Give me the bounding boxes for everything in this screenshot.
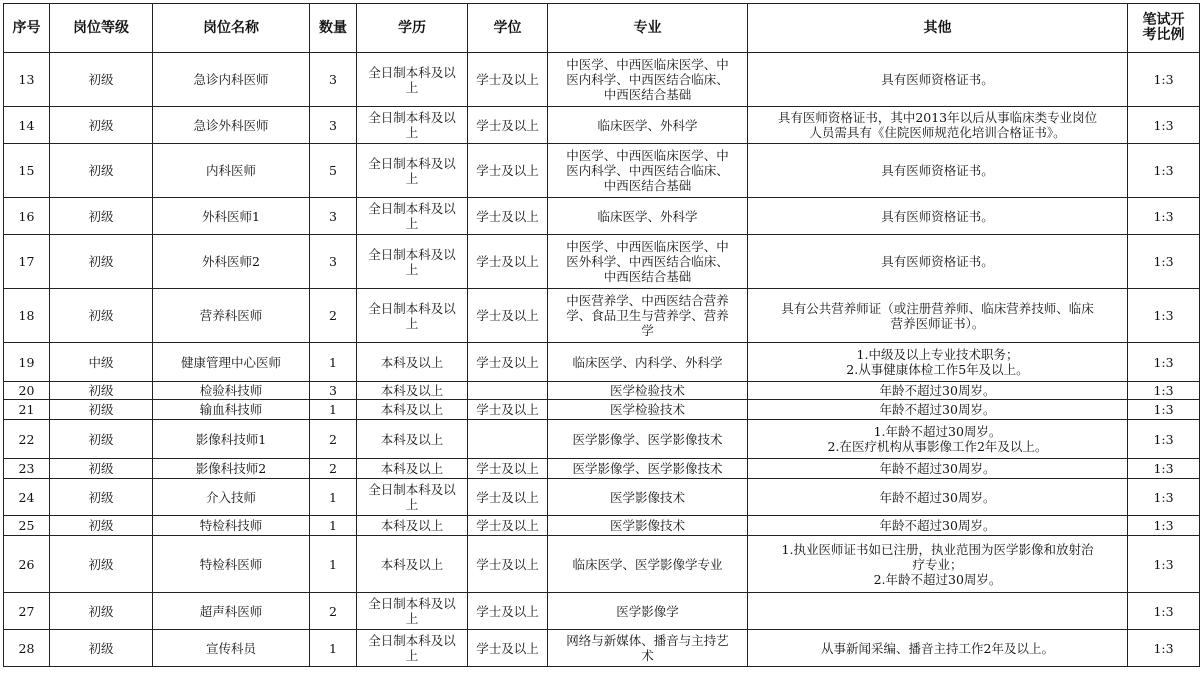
cell-education-line: 全日制本科及以 xyxy=(368,246,456,262)
cell-seq: 16 xyxy=(4,198,50,235)
cell-position-name: 特检科医师 xyxy=(153,536,310,593)
cell-grade: 初级 xyxy=(50,235,153,289)
cell-education-line: 全日制本科及以 xyxy=(368,482,456,497)
cell-other xyxy=(748,630,1128,667)
cell-other-line: 1.中级及以上专业技术职务； xyxy=(856,347,1019,362)
cell-degree: 学士及以上 xyxy=(468,536,548,593)
cell-degree: 学士及以上 xyxy=(468,400,548,420)
cell-seq: 13 xyxy=(4,53,50,107)
cell-degree xyxy=(468,420,548,459)
table-row xyxy=(4,400,1200,420)
cell-position-name: 影像科技师1 xyxy=(153,420,310,459)
cell-education-line: 全日制本科及以 xyxy=(368,110,456,125)
cell-count: 2 xyxy=(310,459,357,479)
cell-major xyxy=(548,536,748,593)
cell-ratio: 1:3 xyxy=(1128,53,1200,107)
cell-seq: 18 xyxy=(4,289,50,343)
cell-major-line: 学、食品卫生与营养学、营养 xyxy=(566,308,729,323)
cell-major-line: 医学检验技术 xyxy=(609,383,685,398)
cell-position-name: 宣传科员 xyxy=(153,630,310,667)
cell-count: 3 xyxy=(310,107,357,144)
table-row xyxy=(4,53,1200,107)
cell-ratio: 1:3 xyxy=(1128,516,1200,536)
cell-education-line: 上 xyxy=(405,648,419,663)
cell-other-line: 疗专业； xyxy=(912,556,963,572)
cell-other xyxy=(748,593,1128,630)
cell-other-line: 2.在医疗机构从事影像工作2年及以上。 xyxy=(827,439,1048,454)
cell-education-line: 上 xyxy=(405,315,419,331)
cell-education xyxy=(357,382,468,400)
cell-other xyxy=(748,536,1128,593)
header-count: 数量 xyxy=(310,4,357,53)
cell-position-name: 营养科医师 xyxy=(153,289,310,343)
cell-education-line: 本科及以上 xyxy=(380,518,444,533)
table-row xyxy=(4,630,1200,667)
cell-grade: 初级 xyxy=(50,382,153,400)
cell-other-line: 从事新闻采编、播音主持工作2年及以上。 xyxy=(821,640,1054,656)
cell-education-line: 全日制本科及以 xyxy=(368,596,456,611)
cell-major xyxy=(548,479,748,516)
cell-major-line: 临床医学、内科学、外科学 xyxy=(572,354,723,370)
table-row xyxy=(4,343,1200,382)
cell-seq: 21 xyxy=(4,400,50,420)
cell-major-line: 中医营养学、中西医结合营养 xyxy=(566,293,729,308)
table-row xyxy=(4,289,1200,343)
cell-other-line: 2.年龄不超过30周岁。 xyxy=(873,571,1002,587)
cell-grade: 初级 xyxy=(50,107,153,144)
cell-count: 1 xyxy=(310,536,357,593)
cell-ratio: 1:3 xyxy=(1128,536,1200,593)
table-row xyxy=(4,235,1200,289)
cell-count: 2 xyxy=(310,289,357,343)
cell-major xyxy=(548,420,748,459)
cell-ratio: 1:3 xyxy=(1128,420,1200,459)
cell-position-name: 急诊内科医师 xyxy=(153,53,310,107)
cell-major xyxy=(548,459,748,479)
cell-count: 1 xyxy=(310,630,357,667)
cell-major xyxy=(548,400,748,420)
cell-seq: 24 xyxy=(4,479,50,516)
cell-other-line: 具有医师资格证书。 xyxy=(881,208,994,224)
cell-major-line: 医学影像学、医学影像技术 xyxy=(572,461,723,476)
cell-other-line: 营养医师证书）。 xyxy=(890,315,985,331)
header-ratio-line2: 考比例 xyxy=(1142,27,1185,43)
cell-other xyxy=(748,400,1128,420)
cell-grade: 初级 xyxy=(50,479,153,516)
cell-degree: 学士及以上 xyxy=(468,479,548,516)
cell-education xyxy=(357,536,468,593)
cell-other-line: 年龄不超过30周岁。 xyxy=(879,518,996,533)
cell-major-line: 医学检验技术 xyxy=(609,402,685,417)
cell-major xyxy=(548,198,748,235)
cell-other xyxy=(748,289,1128,343)
cell-seq: 23 xyxy=(4,459,50,479)
cell-count: 1 xyxy=(310,400,357,420)
cell-position-name: 内科医师 xyxy=(153,144,310,198)
table-row xyxy=(4,516,1200,536)
cell-other xyxy=(748,479,1128,516)
cell-education-line: 本科及以上 xyxy=(380,461,444,476)
cell-seq: 19 xyxy=(4,343,50,382)
cell-ratio: 1:3 xyxy=(1128,400,1200,420)
cell-count: 3 xyxy=(310,382,357,400)
cell-education xyxy=(357,630,468,667)
cell-other-line: 2.从事健康体检工作5年及以上。 xyxy=(846,362,1029,377)
cell-education xyxy=(357,479,468,516)
cell-degree: 学士及以上 xyxy=(468,144,548,198)
cell-education-line: 上 xyxy=(405,79,419,95)
cell-count: 3 xyxy=(310,235,357,289)
table-row xyxy=(4,107,1200,144)
cell-degree: 学士及以上 xyxy=(468,198,548,235)
cell-education-line: 全日制本科及以 xyxy=(368,300,456,316)
cell-seq: 15 xyxy=(4,144,50,198)
cell-position-name: 外科医师1 xyxy=(153,198,310,235)
cell-ratio: 1:3 xyxy=(1128,593,1200,630)
cell-other xyxy=(748,382,1128,400)
header-row xyxy=(4,4,1200,53)
cell-other-line: 具有公共营养师证（或注册营养师、临床营养技师、临床 xyxy=(781,300,1094,316)
cell-count: 3 xyxy=(310,198,357,235)
cell-other-line: 年龄不超过30周岁。 xyxy=(879,489,996,505)
cell-education xyxy=(357,420,468,459)
cell-degree: 学士及以上 xyxy=(468,343,548,382)
cell-other-line: 年龄不超过30周岁。 xyxy=(879,402,996,417)
cell-major xyxy=(548,235,748,289)
header-grade: 岗位等级 xyxy=(50,4,153,53)
table-row xyxy=(4,144,1200,198)
cell-degree: 学士及以上 xyxy=(468,53,548,107)
cell-seq: 22 xyxy=(4,420,50,459)
cell-seq: 25 xyxy=(4,516,50,536)
cell-major-line: 中医学、中西医临床医学、中 xyxy=(566,57,729,72)
cell-grade: 中级 xyxy=(50,343,153,382)
cell-major-line: 术 xyxy=(641,648,654,663)
recruitment-table xyxy=(3,3,1200,667)
cell-education xyxy=(357,53,468,107)
cell-education xyxy=(357,400,468,420)
cell-ratio: 1:3 xyxy=(1128,107,1200,144)
cell-seq: 14 xyxy=(4,107,50,144)
cell-major xyxy=(548,593,748,630)
cell-major-line: 中西医结合基础 xyxy=(603,87,692,102)
cell-seq: 27 xyxy=(4,593,50,630)
cell-other xyxy=(748,107,1128,144)
cell-ratio: 1:3 xyxy=(1128,235,1200,289)
cell-education xyxy=(357,235,468,289)
cell-grade: 初级 xyxy=(50,144,153,198)
cell-major-line: 医外科学、中西医结合临床、 xyxy=(566,254,729,269)
cell-major xyxy=(548,107,748,144)
cell-other xyxy=(748,516,1128,536)
cell-position-name: 特检科技师 xyxy=(153,516,310,536)
header-other: 其他 xyxy=(748,4,1128,53)
cell-education xyxy=(357,593,468,630)
cell-degree: 学士及以上 xyxy=(468,459,548,479)
table-row xyxy=(4,198,1200,235)
cell-count: 2 xyxy=(310,593,357,630)
cell-degree: 学士及以上 xyxy=(468,630,548,667)
cell-other xyxy=(748,53,1128,107)
header-major: 专业 xyxy=(548,4,748,53)
cell-major-line: 医学影像技术 xyxy=(609,518,685,533)
cell-major xyxy=(548,382,748,400)
cell-count: 3 xyxy=(310,53,357,107)
cell-education xyxy=(357,289,468,343)
cell-other-line: 具有医师资格证书。 xyxy=(881,163,994,178)
table-row xyxy=(4,536,1200,593)
cell-major xyxy=(548,144,748,198)
cell-other xyxy=(748,459,1128,479)
cell-other-line: 具有医师资格证书。 xyxy=(881,72,994,87)
cell-major-line: 中医学、中西医临床医学、中 xyxy=(566,239,729,254)
cell-grade: 初级 xyxy=(50,400,153,420)
cell-degree: 学士及以上 xyxy=(468,107,548,144)
header-ratio xyxy=(1128,4,1200,53)
cell-seq: 20 xyxy=(4,382,50,400)
cell-education xyxy=(357,343,468,382)
header-education: 学历 xyxy=(357,4,468,53)
cell-education-line: 上 xyxy=(405,261,419,277)
cell-grade: 初级 xyxy=(50,593,153,630)
cell-ratio: 1:3 xyxy=(1128,630,1200,667)
cell-ratio: 1:3 xyxy=(1128,382,1200,400)
cell-other-line: 1.执业医师证书如已注册，执业范围为医学影像和放射治 xyxy=(781,541,1094,557)
cell-education-line: 全日制本科及以 xyxy=(368,155,456,171)
cell-grade: 初级 xyxy=(50,459,153,479)
cell-grade: 初级 xyxy=(50,516,153,536)
cell-education-line: 本科及以上 xyxy=(380,556,444,572)
cell-major xyxy=(548,289,748,343)
cell-seq: 26 xyxy=(4,536,50,593)
cell-major-line: 临床医学、外科学 xyxy=(597,117,698,133)
cell-major-line: 中医学、中西医临床医学、中 xyxy=(566,148,729,163)
cell-degree xyxy=(468,382,548,400)
cell-education-line: 上 xyxy=(405,125,419,140)
cell-count: 2 xyxy=(310,420,357,459)
cell-other-line: 具有医师资格证书，其中2013年以后从事临床类专业岗位 xyxy=(777,110,1098,125)
cell-position-name: 检验科技师 xyxy=(153,382,310,400)
cell-ratio: 1:3 xyxy=(1128,479,1200,516)
cell-major-line: 医学影像技术 xyxy=(609,489,685,505)
cell-grade: 初级 xyxy=(50,289,153,343)
cell-education-line: 上 xyxy=(405,170,419,186)
cell-major-line: 医内科学、中西医结合临床、 xyxy=(566,163,729,178)
cell-other-line: 年龄不超过30周岁。 xyxy=(879,461,996,476)
cell-other xyxy=(748,198,1128,235)
cell-education xyxy=(357,459,468,479)
cell-count: 1 xyxy=(310,343,357,382)
cell-position-name: 健康管理中心医师 xyxy=(153,343,310,382)
cell-major-line: 网络与新媒体、播音与主持艺 xyxy=(566,633,729,648)
table-row xyxy=(4,459,1200,479)
table-row xyxy=(4,479,1200,516)
cell-major-line: 医学影像学、医学影像技术 xyxy=(572,431,723,447)
cell-position-name: 输血科技师 xyxy=(153,400,310,420)
cell-major-line: 医内科学、中西医结合临床、 xyxy=(566,72,729,87)
cell-other-line: 年龄不超过30周岁。 xyxy=(879,383,996,398)
cell-education xyxy=(357,144,468,198)
cell-education-line: 上 xyxy=(405,611,419,626)
table-row xyxy=(4,382,1200,400)
cell-ratio: 1:3 xyxy=(1128,459,1200,479)
cell-education-line: 全日制本科及以 xyxy=(368,633,456,648)
cell-major-line: 中西医结合基础 xyxy=(603,178,692,193)
cell-other xyxy=(748,343,1128,382)
cell-education-line: 本科及以上 xyxy=(380,354,444,370)
cell-education-line: 本科及以上 xyxy=(380,383,444,398)
cell-major xyxy=(548,630,748,667)
cell-other xyxy=(748,144,1128,198)
cell-ratio: 1:3 xyxy=(1128,343,1200,382)
cell-major xyxy=(548,53,748,107)
cell-education-line: 本科及以上 xyxy=(380,402,444,417)
cell-education-line: 本科及以上 xyxy=(380,431,444,447)
cell-major-line: 学 xyxy=(641,323,654,338)
header-degree: 学位 xyxy=(468,4,548,53)
cell-other xyxy=(748,420,1128,459)
cell-other xyxy=(748,235,1128,289)
cell-grade: 初级 xyxy=(50,630,153,667)
cell-seq: 28 xyxy=(4,630,50,667)
cell-grade: 初级 xyxy=(50,53,153,107)
cell-other-line: 人员需具有《住院医师规范化培训合格证书》。 xyxy=(809,125,1066,140)
table-body xyxy=(4,53,1200,667)
header-ratio-line1: 笔试开 xyxy=(1142,12,1185,28)
cell-ratio: 1:3 xyxy=(1128,289,1200,343)
cell-position-name: 外科医师2 xyxy=(153,235,310,289)
cell-other-line: 具有医师资格证书。 xyxy=(881,254,994,269)
header-seq: 序号 xyxy=(4,4,50,53)
cell-education-line: 全日制本科及以 xyxy=(368,64,456,80)
cell-major-line: 中西医结合基础 xyxy=(603,269,692,284)
cell-grade: 初级 xyxy=(50,420,153,459)
cell-count: 1 xyxy=(310,479,357,516)
cell-degree: 学士及以上 xyxy=(468,593,548,630)
cell-education-line: 上 xyxy=(405,497,419,512)
cell-position-name: 急诊外科医师 xyxy=(153,107,310,144)
table-row xyxy=(4,420,1200,459)
cell-ratio: 1:3 xyxy=(1128,144,1200,198)
cell-count: 5 xyxy=(310,144,357,198)
cell-count: 1 xyxy=(310,516,357,536)
cell-degree: 学士及以上 xyxy=(468,235,548,289)
cell-degree: 学士及以上 xyxy=(468,516,548,536)
cell-other-line: 1.年龄不超过30周岁。 xyxy=(873,424,1002,439)
cell-major-line: 临床医学、医学影像学专业 xyxy=(572,556,723,572)
cell-major-line: 医学影像学 xyxy=(616,603,679,619)
cell-position-name: 影像科技师2 xyxy=(153,459,310,479)
header-name: 岗位名称 xyxy=(153,4,310,53)
cell-education xyxy=(357,107,468,144)
table-row xyxy=(4,593,1200,630)
cell-education xyxy=(357,516,468,536)
cell-grade: 初级 xyxy=(50,198,153,235)
cell-major xyxy=(548,516,748,536)
cell-degree: 学士及以上 xyxy=(468,289,548,343)
cell-position-name: 介入技师 xyxy=(153,479,310,516)
cell-position-name: 超声科医师 xyxy=(153,593,310,630)
cell-grade: 初级 xyxy=(50,536,153,593)
cell-major xyxy=(548,343,748,382)
cell-seq: 17 xyxy=(4,235,50,289)
cell-ratio: 1:3 xyxy=(1128,198,1200,235)
cell-education-line: 上 xyxy=(405,216,419,231)
cell-education xyxy=(357,198,468,235)
cell-major-line: 临床医学、外科学 xyxy=(597,208,698,224)
cell-education-line: 全日制本科及以 xyxy=(368,201,456,216)
